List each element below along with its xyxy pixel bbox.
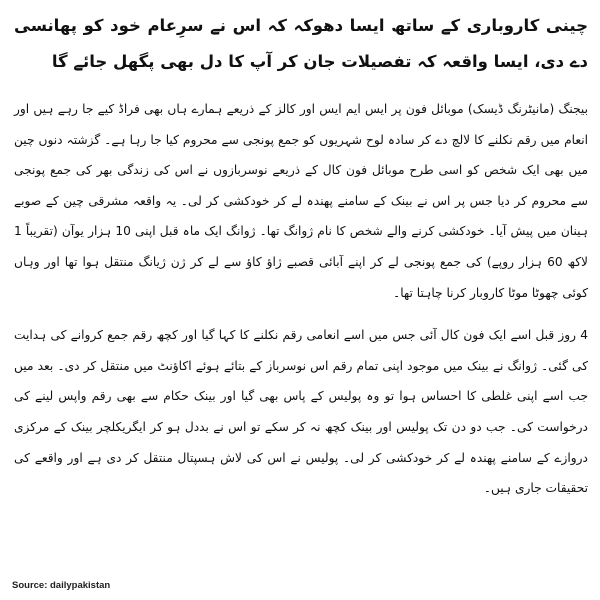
article-headline: چینی کاروباری کے ساتھ ایسا دھوکہ کہ اس نے سرِعام خود کو پھانسی دے دی، ایسا واقعہ کہ تفصیلات جان کر آپ کا دل بھی پگھل جائے گا: [14, 16, 588, 71]
article-paragraph: بیجنگ (مانیٹرنگ ڈیسک) موبائل فون پر ایس ایم ایس اور کالز کے ذریعے ہمارے ہاں بھی فراڈ کیے جا رہے ہیں اور انعام میں رقم نکلنے کا لالچ دے کر سادہ لوح شہریوں کو جمع پونجی سے محروم کیا جا رہا ہے۔ گزشتہ دنوں چین میں بھی ایک شخص کو اسی طرح موبائل فون کال کے ذریعے نوسربازوں نے اس کی زندگی بھر کی جمع پونجی سے محروم کر دیا جس پر اس نے بینک کے سامنے پھندہ لے کر خودکشی کر لی۔ یہ واقعہ مشرقی چین کے صوبے ہینان میں پیش آیا۔ خودکشی کرنے والے شخص کا نام ژوانگ تھا۔ ژوانگ ایک ماہ قبل اپنی 10 ہزار یوآن (تقریباً 1 لاکھ 60 ہزار روپے) کی جمع پونجی لے کر اپنے آبائی قصبے ژاؤ کاؤ سے لے کر ژن ژیانگ منتقل ہوا تھا اور وہاں کوئی چھوٹا موٹا کاروبار کرنا چاہتا تھا۔: [14, 102, 589, 300]
source-credit: Source: dailypakistan: [12, 580, 111, 591]
article-paragraph: 4 روز قبل اسے ایک فون کال آئی جس میں اسے انعامی رقم نکلنے کا کہا گیا اور کچھ رقم جمع کروانے کی ہدایت کی گئی۔ ژوانگ نے بینک میں موجود اپنی تمام رقم اس نوسرباز کے بتائے ہوئے اکاؤنٹ میں منتقل کر دی۔ بعد میں جب اسے اپنی غلطی کا احساس ہوا تو وہ پولیس کے پاس بھی گیا اور بینک حکام سے بھی رقم واپس لینے کی درخواست کی۔ جب دو دن تک پولیس اور بینک کچھ نہ کر سکے تو اس نے بددل ہو کر ایگریکلچر بینک کے مرکزی دروازے کے سامنے پھندہ لے کر خودکشی کر لی۔ پولیس نے اس کی لاش ہسپتال منتقل کر دی ہے اور واقعے کی تحقیقات جاری ہیں۔: [14, 328, 588, 496]
